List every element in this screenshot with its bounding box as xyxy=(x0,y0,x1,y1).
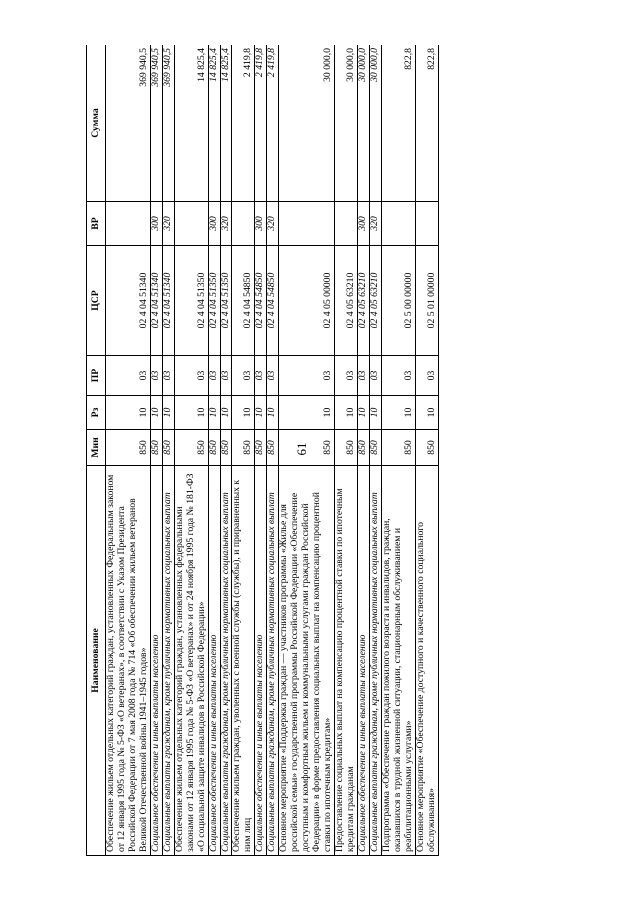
row-min: 850 xyxy=(357,430,369,466)
row-csr: 02 5 00 00000 xyxy=(381,246,415,356)
table-row xyxy=(381,45,415,856)
row-pr: 03 xyxy=(174,356,208,396)
row-rz: 10 xyxy=(357,396,369,430)
row-rz: 10 xyxy=(174,396,208,430)
row-vr xyxy=(174,202,208,246)
row-rz: 10 xyxy=(232,396,255,430)
header-rz: Рз xyxy=(87,396,106,430)
row-csr: 02 4 04 54850 xyxy=(255,246,267,356)
row-min: 850 xyxy=(208,430,220,466)
header-csr: ЦСР xyxy=(87,246,106,356)
row-pr: 03 xyxy=(279,356,335,396)
row-sum: 30 000,0 xyxy=(279,45,335,202)
row-sum: 14 825,4 xyxy=(174,45,208,202)
row-rz: 10 xyxy=(415,396,438,430)
row-vr: 320 xyxy=(369,202,381,246)
row-min: 850 xyxy=(335,430,358,466)
row-name: Социальные выплаты гражданам, кроме публичных нормативных социальных выплат xyxy=(369,466,381,856)
row-rz: 10 xyxy=(162,396,174,430)
row-name: Социальные выплаты гражданам, кроме публичных нормативных социальных выплат xyxy=(162,466,174,856)
row-vr: 320 xyxy=(267,202,279,246)
row-pr: 03 xyxy=(267,356,279,396)
row-min: 850 xyxy=(106,430,151,466)
row-pr: 03 xyxy=(162,356,174,396)
header-vr: ВР xyxy=(87,202,106,246)
row-sum: 14 825,4 xyxy=(220,45,232,202)
row-name: Обеспечение жильем граждан, уволенных с военной службы (службы), и приравненных к ним лиц xyxy=(232,466,255,856)
row-sum: 2 419,8 xyxy=(255,45,267,202)
table-row xyxy=(232,45,255,856)
row-pr: 03 xyxy=(220,356,232,396)
row-name: Подпрограмма «Обеспечение граждан пожилого возраста и инвалидов, граждан, оказавшихся в трудной жизненной ситуации, стационарным обслуживанием и реабилитационными услугами» xyxy=(381,466,415,856)
table-row xyxy=(174,45,208,856)
row-pr: 03 xyxy=(357,356,369,396)
row-rz: 10 xyxy=(255,396,267,430)
row-pr: 03 xyxy=(106,356,151,396)
row-csr: 02 4 04 54850 xyxy=(232,246,255,356)
row-vr xyxy=(335,202,358,246)
row-min: 850 xyxy=(381,430,415,466)
row-name: Социальные выплаты гражданам, кроме публичных нормативных социальных выплат xyxy=(267,466,279,856)
row-pr: 03 xyxy=(415,356,438,396)
row-name: Основное мероприятие «Поддержка граждан — участников программы «Жилье для российской семьи» государственной программы Российской Федерации «Обеспечение доступным и комфортным жильем и коммунальными услугами граждан Российской Федерации» в форме предоставления социальных выплат на компенсацию процентной ставки по ипотечным кредитам» xyxy=(279,466,335,856)
row-csr: 02 4 04 51340 xyxy=(162,246,174,356)
table-header-row xyxy=(87,45,106,856)
row-sum: 369 940,5 xyxy=(106,45,151,202)
row-rz: 10 xyxy=(279,396,335,430)
row-pr: 03 xyxy=(369,356,381,396)
page-number: 61 xyxy=(294,442,309,456)
table-row xyxy=(106,45,151,856)
budget-table xyxy=(86,45,439,856)
row-name: Основное мероприятие «Обеспечение доступного и качественного социального обслуживания» xyxy=(415,466,438,856)
row-vr: 300 xyxy=(208,202,220,246)
row-vr: 300 xyxy=(357,202,369,246)
row-min: 850 xyxy=(220,430,232,466)
row-rz: 10 xyxy=(381,396,415,430)
table-row xyxy=(335,45,358,856)
row-sum: 14 825,4 xyxy=(208,45,220,202)
row-vr xyxy=(381,202,415,246)
row-pr: 03 xyxy=(381,356,415,396)
row-vr: 300 xyxy=(150,202,162,246)
row-csr: 02 4 04 54850 xyxy=(267,246,279,356)
header-sum: Сумма xyxy=(87,45,106,202)
row-sum: 2 419,8 xyxy=(267,45,279,202)
row-rz: 10 xyxy=(150,396,162,430)
row-min: 850 xyxy=(369,430,381,466)
row-vr: 300 xyxy=(255,202,267,246)
row-sum: 30 000,0 xyxy=(335,45,358,202)
row-vr xyxy=(415,202,438,246)
row-csr: 02 4 05 63210 xyxy=(369,246,381,356)
row-min: 850 xyxy=(415,430,438,466)
table-body xyxy=(106,45,439,856)
row-vr xyxy=(232,202,255,246)
row-name: Социальное обеспечение и иные выплаты населению xyxy=(255,466,267,856)
row-rz: 10 xyxy=(220,396,232,430)
row-sum: 30 000,0 xyxy=(369,45,381,202)
table-row xyxy=(220,45,232,856)
row-min: 850 xyxy=(162,430,174,466)
row-min: 850 xyxy=(150,430,162,466)
row-min: 850 xyxy=(267,430,279,466)
row-pr: 03 xyxy=(232,356,255,396)
row-name: Обеспечение жильем отдельных категорий граждан, установленных федеральными законами от 12 января 1995 года № 5-ФЗ «О ветеранах» и от 24 ноября 1995 года № 181-ФЗ «О социальной защите инвалидов в Российской Федерации» xyxy=(174,466,208,856)
row-sum: 369 940,5 xyxy=(150,45,162,202)
row-rz: 10 xyxy=(369,396,381,430)
row-csr: 02 5 01 00000 xyxy=(415,246,438,356)
row-sum: 30 000,0 xyxy=(357,45,369,202)
rotated-table-container xyxy=(86,45,573,856)
table-row xyxy=(208,45,220,856)
row-csr: 02 4 05 00000 xyxy=(279,246,335,356)
row-csr: 02 4 05 63210 xyxy=(357,246,369,356)
row-min: 850 xyxy=(174,430,208,466)
row-sum: 2 419,8 xyxy=(232,45,255,202)
row-pr: 03 xyxy=(335,356,358,396)
row-min: 850 xyxy=(279,430,335,466)
row-vr: 320 xyxy=(220,202,232,246)
table-row xyxy=(369,45,381,856)
row-csr: 02 4 04 51340 xyxy=(106,246,151,356)
row-name: Социальное обеспечение и иные выплаты населению xyxy=(357,466,369,856)
header-pr: ПР xyxy=(87,356,106,396)
row-name: Обеспечение жильем отдельных категорий граждан, установленных Федеральным законом от 12 января 1995 года № 5-ФЗ «О ветеранах», в соответствии с Указом Президента Российской Федерации от 7 мая 2008 года № 714 «Об обеспечении жильем ветеранов Великой Отечественной войны 1941–1945 годов» xyxy=(106,466,151,856)
row-vr: 320 xyxy=(162,202,174,246)
table-row xyxy=(279,45,335,856)
row-name: Предоставление социальных выплат на компенсацию процентной ставки по ипотечным кредитам гражданам xyxy=(335,466,358,856)
row-csr: 02 4 04 51350 xyxy=(208,246,220,356)
row-csr: 02 4 05 63210 xyxy=(335,246,358,356)
row-name: Социальное обеспечение и иные выплаты населению xyxy=(208,466,220,856)
header-name: Наименование xyxy=(87,466,106,856)
row-rz: 10 xyxy=(267,396,279,430)
row-csr: 02 4 04 51350 xyxy=(220,246,232,356)
row-pr: 03 xyxy=(150,356,162,396)
row-csr: 02 4 04 51340 xyxy=(150,246,162,356)
row-vr xyxy=(279,202,335,246)
row-pr: 03 xyxy=(255,356,267,396)
table-row xyxy=(162,45,174,856)
table-row xyxy=(267,45,279,856)
row-rz: 10 xyxy=(208,396,220,430)
table-row xyxy=(415,45,438,856)
row-rz: 10 xyxy=(106,396,151,430)
budget-table-area xyxy=(86,45,573,856)
table-row xyxy=(150,45,162,856)
row-pr: 03 xyxy=(208,356,220,396)
row-vr xyxy=(106,202,151,246)
row-sum: 822,8 xyxy=(381,45,415,202)
row-name: Социальное обеспечение и иные выплаты населению xyxy=(150,466,162,856)
row-sum: 822,8 xyxy=(415,45,438,202)
row-sum: 369 940,5 xyxy=(162,45,174,202)
row-min: 850 xyxy=(232,430,255,466)
header-min: Мин xyxy=(87,430,106,466)
row-min: 850 xyxy=(255,430,267,466)
table-row xyxy=(357,45,369,856)
row-name: Социальные выплаты гражданам, кроме публичных нормативных социальных выплат xyxy=(220,466,232,856)
row-csr: 02 4 04 51350 xyxy=(174,246,208,356)
row-rz: 10 xyxy=(335,396,358,430)
table-row xyxy=(255,45,267,856)
